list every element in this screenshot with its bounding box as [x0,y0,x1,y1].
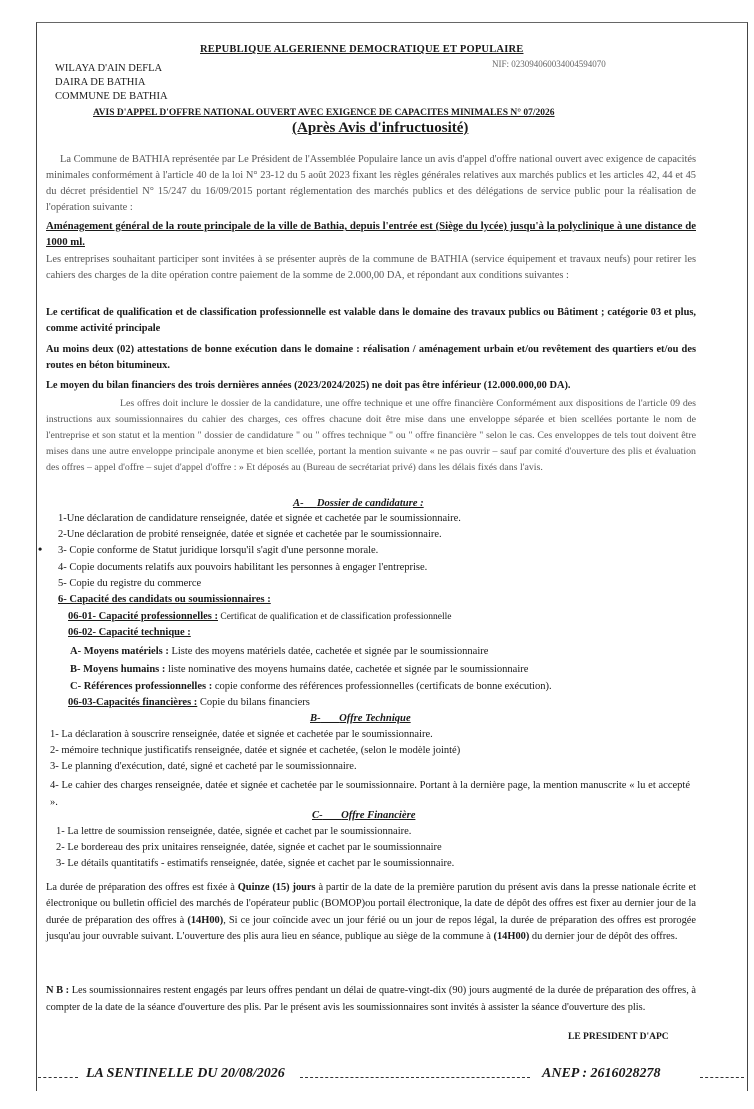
republic-header: REPUBLIQUE ALGERIENNE DEMOCRATIQUE ET POPULAIRE [200,44,524,55]
section-b-title: B- Offre Technique [310,713,411,724]
wilaya-line: WILAYA D'AIN DEFLA [55,63,163,74]
anep-number: ANEP : 2616028278 [542,1066,661,1081]
dossier-item: 1-Une déclaration de candidature renseignée, datée et signée et cachetée par le soumissionnaire. [58,513,461,524]
dossier-item: 3- Copie conforme de Statut juridique lorsqu'il s'agit d'une personne morale. [58,545,379,556]
condition-certificate: Le certificat de qualification et de classification professionnelle est valable dans le domaine des travaux publics ou Bâtiment ; catégorie 03 et plus, comme activité principale [46,307,696,334]
dossier-item: 2-Une déclaration de probité renseignée, datée et signée et cachetée par le soumissionnaire. [58,529,442,540]
condition-attestations: Au moins deux (02) attestations de bonne exécution dans le domaine : réalisation / aménagement urbain et/ou revêtement des quartiers et/ou des routes en béton bitumineux. [46,344,696,371]
financiere-item: 1- La lettre de soumission renseignée, datée, signée et cachet par le soumissionnaire. [56,826,412,837]
technique-item: 1- La déclaration à souscrire renseignée, datée et signée et cachetée par le soumissionnaire. [50,729,433,740]
commune-line: COMMUNE DE BATHIA [55,91,168,102]
capacity-fin: 06-03-Capacités financières : Copie du bilans financiers [68,697,310,708]
duree-paragraph: La durée de préparation des offres est fixée à Quinze (15) jours à partir de la date de la première parution du présent avis dans la presse nationale écrite et électronique ou bulletin officiel des marchés de l'opérateur public (BOMOP)ou portail électronique, la date de dépôt des offres est fixer au dernier jour de la durée de préparation des offres à (14H00), Si ce jour coïncide avec un jour férié ou un jour de repos légal, la durée de préparation des offres est prorogée jusqu'au jour ouvrable suivant. L'ouverture des plis aura lieu en séance, publique au siège de la commune à (14H00) du dernier jour de dépôt des offres. [46,882,696,942]
tech-item-humains: B- Moyens humains : liste nominative des moyens humains datée, cachetée et signée par le soumissionnaire [70,664,529,675]
technique-item: 3- Le planning d'exécution, daté, signé et cacheté par le soumissionnaire. [50,761,357,772]
intro-paragraph: La Commune de BATHIA représentée par Le Président de l'Assemblée Populaire lance un avis d'appel d'offre national ouvert avec exigence de capacités minimales conformément à l'article 40 de la loi N° 23-12 du 5 août 2023 fixant les règles générales relatives aux marchés publics et les articles 42, 44 et 45 du décret présidentiel N° 15/247 du 16/09/2015 portant réglementation des marchés publics et des délégations de service public pour la réalisation de l'opération suivante : [46,154,696,213]
capacity-title: 6- Capacité des candidats ou soumissionnaires : [58,594,271,605]
technique-item: 2- mémoire technique justificatifs renseignée, datée et signée et cachetée, (selon le modèle jointé) [50,745,461,756]
notice-title: AVIS D'APPEL D'OFFRE NATIONAL OUVERT AVEC EXIGENCE DE CAPACITES MINIMALES N° 07/2026 [93,108,555,118]
daira-line: DAIRA DE BATHIA [55,77,146,88]
margin-mark: • [38,542,43,556]
dossier-item: 5- Copie du registre du commerce [58,578,202,589]
financiere-item: 2- Le bordereau des prix unitaires renseignée, datée, signée et cachet par le soumissionnaire [56,842,442,853]
nif-reference: NIF: 023094060034004594070 [492,59,606,69]
financiere-item: 3- Le détails quantitatifs - estimatifs renseignée, datée, signée et cachet par le soumissionnaire. [56,858,455,869]
capacity-tech-title: 06-02- Capacité technique : [68,627,191,638]
offers-paragraph: Les offres doit inclure le dossier de la candidature, une offre technique et une offre financière Conformément aux dispositions de l'article 09 des instructions aux soumissionnaires du cahier des charges, ces offres chacune doit être mise dans une enveloppe séparée et bien scellées portante le nom de l'entreprise et son statut et la mention " dossier de candidature " ou " offres technique " ou " offre financière " selon le cas. Ces enveloppes de tels tout doivent être mises dans une autre enveloppe principale anonyme et bien scellée, portant la mention suivante « ne pas ouvrir – sauf par comité d'ouverture des plis et évaluation des offres – appel d'offre – sujet d'appel d'offre : » Et déposés au (Bureau de secrétariat privé) dans les délais fixés dans l'avis. [46,398,696,473]
project-title: Aménagement général de la route principale de la ville de Bathia, depuis l'entrée est (Siège du lycée) jusqu'à la polyclinique à une distance de 1000 ml. [46,220,696,248]
publication-date: LA SENTINELLE DU 20/08/2026 [86,1066,285,1081]
tech-item-materiels: A- Moyens matériels : Liste des moyens matériels datée, cachetée et signée par le soumissionnaire [70,646,489,657]
footer-rule [700,1077,744,1078]
retrait-paragraph: Les entreprises souhaitant participer sont invitées à se présenter auprès de la commune de BATHIA (service équipement et travaux neufs) pour retirer les cahiers des charges de la dite opération contre paiement de la somme de 2.000,00 DA, et répondant aux conditions suivantes : [46,254,696,281]
notice-subtitle: (Après Avis d'infructuosité) [292,120,469,136]
section-a-title: A- Dossier de candidature : [293,498,424,509]
condition-bilan: Le moyen du bilan financiers des trois dernières années (2023/2024/2025) ne doit pas être inférieur (12.000.000,00 DA). [46,380,571,391]
signature: LE PRESIDENT D'APC [568,1032,669,1042]
footer-rule [300,1077,530,1078]
nb-paragraph: N B : Les soumissionnaires restent engagés par leurs offres pendant un délai de quatre-vingt-dix (90) jours augmenté de la durée de préparation des offres, à compter de la date de la séance d'ouverture des plis. Par le présent avis les soumissionnaires sont invités à assister la séance d'ouverture des plis. [46,985,697,1013]
footer-rule [38,1077,78,1078]
tech-item-references: C- Références professionnelles : copie conforme des références professionnelles (certificats de bonne exécution). [70,681,552,692]
technique-item: 4- Le cahier des charges renseignée, datée et signée et cachetée par le soumissionnaire. Portant à la dernière page, la mention manuscrite « lu et accepté ». [50,780,690,808]
capacity-pro: 06-01- Capacité professionnelles : Certificat de qualification et de classification professionnelle [68,611,452,622]
dossier-item: 4- Copie documents relatifs aux pouvoirs habilitant les personnes à engager l'entreprise. [58,562,428,573]
section-c-title: C- Offre Financière [312,810,416,821]
